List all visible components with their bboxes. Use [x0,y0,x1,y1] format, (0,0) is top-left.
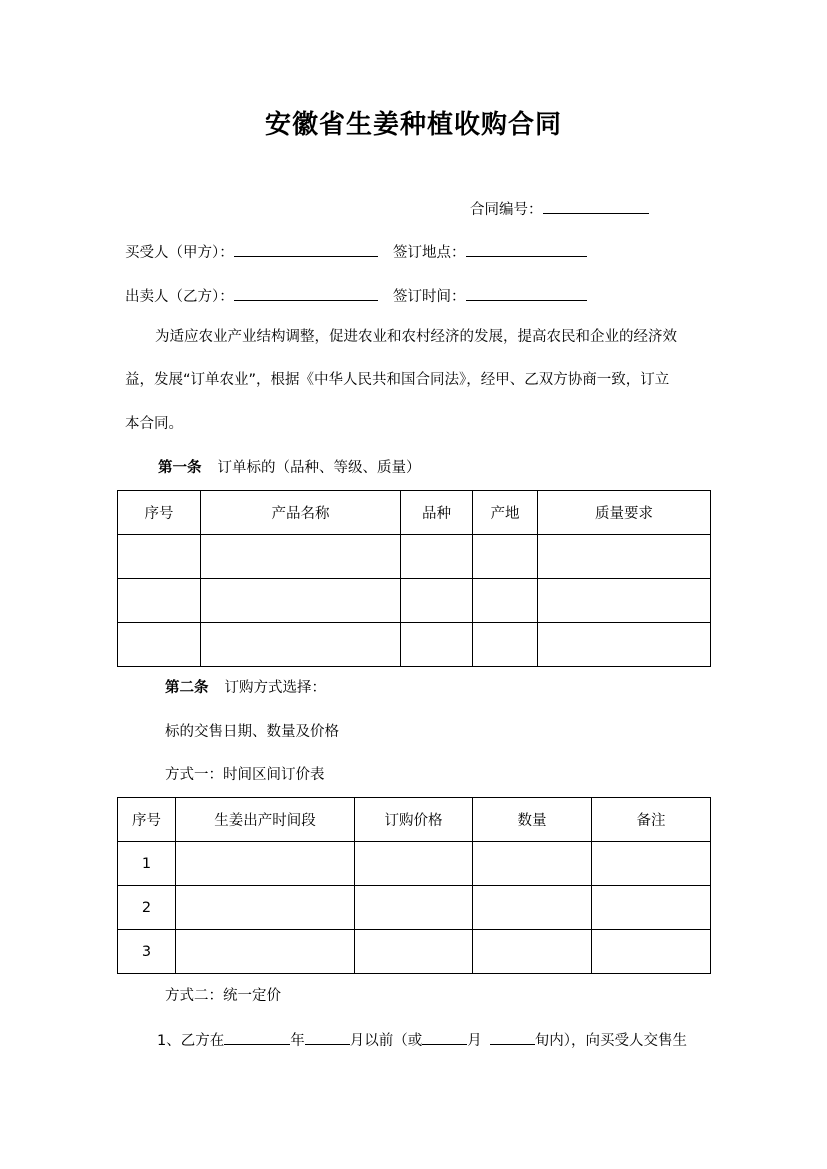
table-header-cell: 生姜出产时间段 [176,798,355,842]
table-row [118,623,711,667]
table-row [118,930,711,974]
buyer-row [125,241,378,263]
row-number: 2 [118,886,176,930]
clause-1-month: 月 [467,1033,482,1049]
article-1-label: 第一条 [158,460,202,476]
seller-label: 出卖人（乙方）： [125,289,234,305]
article-1-text: 订单标的（品种、等级、质量） [217,460,421,476]
table-cell[interactable] [401,623,473,667]
table-header-cell: 质量要求 [538,491,711,535]
sign-time-field[interactable] [466,285,587,301]
clause-1 [157,1029,687,1051]
table-cell[interactable] [538,623,711,667]
month-field[interactable] [305,1029,350,1045]
table-cell[interactable] [176,886,355,930]
table-header-cell: 序号 [118,798,176,842]
table-cell[interactable] [592,930,711,974]
sign-time-label: 签订时间： [393,289,466,305]
contract-number-label: 合同编号： [470,202,543,218]
year-field[interactable] [224,1029,290,1045]
table-header-cell: 订购价格 [355,798,473,842]
clause-1-month-before: 月以前（或 [349,1033,423,1049]
table-cell[interactable] [401,535,473,579]
table-cell[interactable] [201,623,401,667]
intro-line-3: 本合同。 [125,416,183,432]
table-cell[interactable] [538,535,711,579]
table-cell[interactable] [118,623,201,667]
table-cell[interactable] [473,579,538,623]
xun-field[interactable] [490,1029,535,1045]
buyer-label: 买受人（甲方）： [125,245,234,261]
page-title: 安徽省生姜种植收购合同 [264,110,562,140]
table-cell[interactable] [473,886,592,930]
clause-1-year: 年 [290,1033,305,1049]
clause-1-xun-within: 旬内），向买受人交售生 [534,1033,687,1049]
table-cell[interactable] [176,842,355,886]
table-cell[interactable] [355,930,473,974]
table-row [118,579,711,623]
row-number: 1 [118,842,176,886]
table-header-cell: 序号 [118,491,201,535]
table-cell[interactable] [538,579,711,623]
article-2-heading [165,678,326,698]
table-header-row [118,798,711,842]
table-header-cell: 备注 [592,798,711,842]
article-2-subheading: 标的交售日期、数量及价格 [165,724,339,740]
table-row [118,535,711,579]
table-header-cell: 产品名称 [201,491,401,535]
table-cell[interactable] [201,579,401,623]
table-header-cell: 品种 [401,491,473,535]
contract-number-field[interactable] [543,198,649,214]
sign-place-row [393,241,587,263]
table-cell[interactable] [473,842,592,886]
sign-place-field[interactable] [466,241,587,257]
table-row [118,886,711,930]
table-cell[interactable] [176,930,355,974]
table-cell[interactable] [473,535,538,579]
table-header-row [118,491,711,535]
table-cell[interactable] [355,842,473,886]
product-table [117,490,711,667]
table-cell[interactable] [355,886,473,930]
table-cell[interactable] [201,535,401,579]
article-2-text: 订购方式选择： [224,680,326,696]
table-cell[interactable] [118,579,201,623]
alt-month-field[interactable] [422,1029,467,1045]
table-cell[interactable] [473,623,538,667]
sign-time-row [393,285,587,307]
table-cell[interactable] [118,535,201,579]
table-header-cell: 数量 [473,798,592,842]
table-cell[interactable] [473,930,592,974]
seller-row [125,285,378,307]
intro-line-2: 益，发展“订单农业”，根据《中华人民共和国合同法》，经甲、乙双方协商一致，订立 [125,372,670,388]
price-table [117,797,711,974]
intro-line-1: 为适应农业产业结构调整，促进农业和农村经济的发展，提高农民和企业的经济效 [155,329,677,345]
table-cell[interactable] [592,842,711,886]
contract-number-row [470,198,649,220]
method-1-heading: 方式一：时间区间订价表 [165,767,325,783]
article-2-label: 第二条 [165,680,209,696]
sign-place-label: 签订地点： [393,245,466,261]
table-cell[interactable] [401,579,473,623]
table-row [118,842,711,886]
table-header-cell: 产地 [473,491,538,535]
article-1-heading [158,458,421,478]
row-number: 3 [118,930,176,974]
seller-field[interactable] [234,285,378,301]
method-2-heading: 方式二：统一定价 [165,988,281,1004]
clause-1-prefix: 1、乙方在 [157,1033,225,1049]
buyer-field[interactable] [234,241,378,257]
table-cell[interactable] [592,886,711,930]
